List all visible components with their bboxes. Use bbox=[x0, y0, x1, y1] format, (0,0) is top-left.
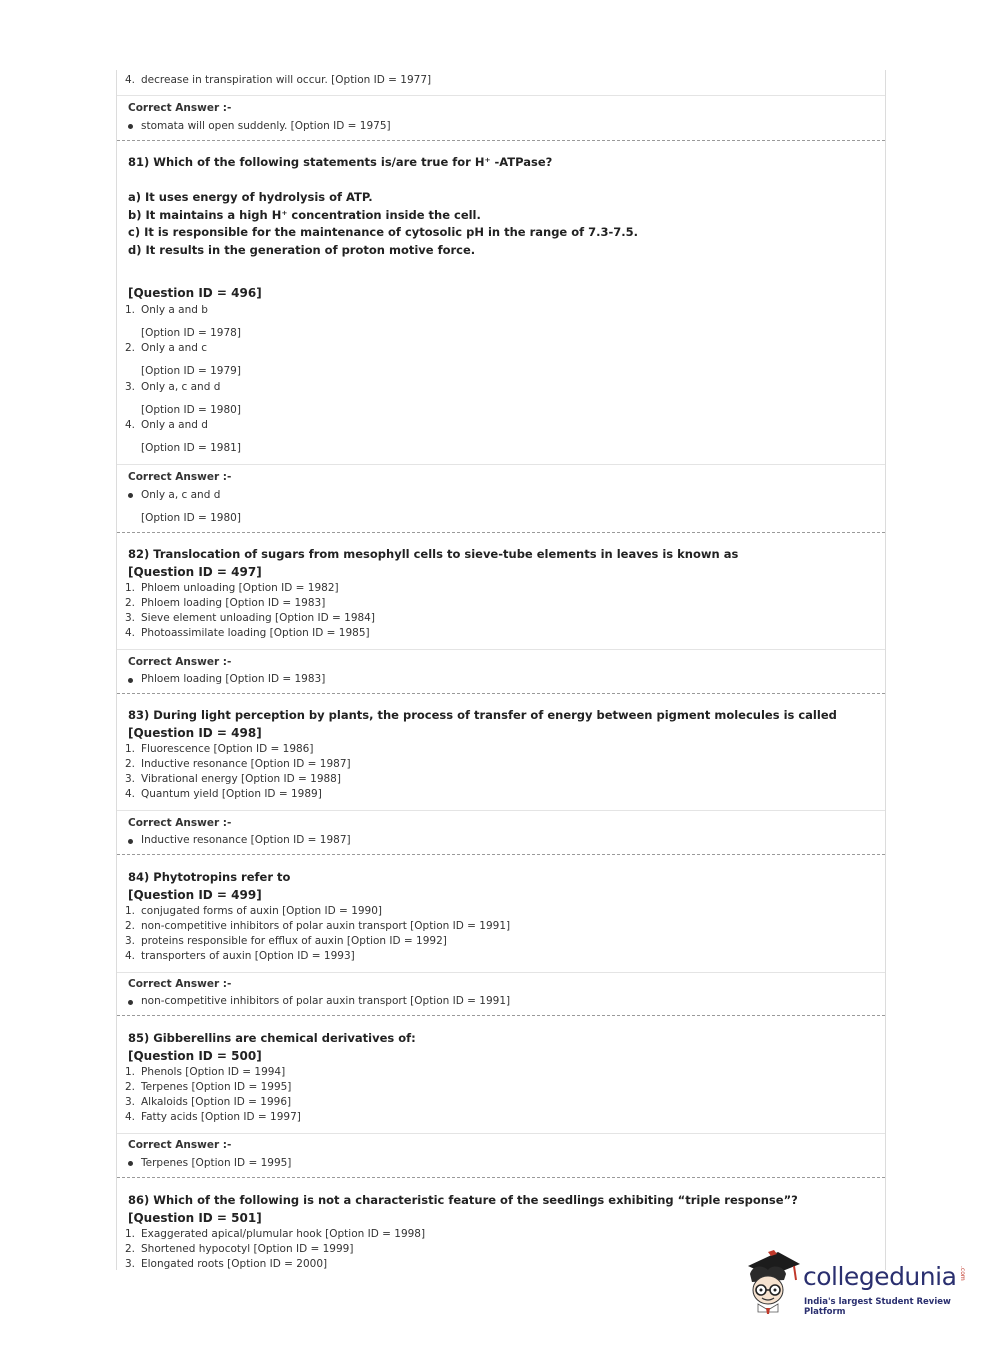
option-text: Only a, c and d bbox=[141, 381, 221, 393]
option-number: 1. bbox=[125, 743, 136, 755]
option-number: 1. bbox=[125, 582, 136, 594]
option-text: Elongated roots [Option ID = 2000] bbox=[141, 1258, 328, 1270]
option-number: 3. bbox=[125, 935, 136, 947]
correct-answer-label: Correct Answer :- bbox=[128, 656, 232, 668]
option-text: proteins responsible for efflux of auxin [Option ID = 1992] bbox=[141, 935, 447, 947]
option-text: Vibrational energy [Option ID = 1988] bbox=[141, 773, 341, 785]
option-text: Exaggerated apical/plumular hook [Option ID = 1998] bbox=[141, 1228, 426, 1240]
option-number: 3. bbox=[125, 1096, 136, 1108]
divider bbox=[117, 810, 885, 811]
option-text: Alkaloids [Option ID = 1996] bbox=[141, 1096, 292, 1108]
option-number: 4. bbox=[125, 74, 136, 86]
option-number: 3. bbox=[125, 381, 136, 393]
option-number: 1. bbox=[125, 304, 136, 316]
option-id: [Option ID = 1979] bbox=[141, 365, 241, 377]
divider bbox=[117, 95, 885, 96]
option-text: transporters of auxin [Option ID = 1993] bbox=[141, 950, 355, 962]
brand-name: collegedunia bbox=[803, 1262, 957, 1291]
brand-domain: .com bbox=[959, 1266, 966, 1281]
correct-answer-text: Only a, c and d bbox=[141, 489, 221, 501]
option-number: 1. bbox=[125, 1228, 136, 1240]
option-number: 3. bbox=[125, 612, 136, 624]
correct-answer-text: non-competitive inhibitors of polar auxin transport [Option ID = 1991] bbox=[141, 995, 511, 1007]
option-number: 2. bbox=[125, 342, 136, 354]
option-number: 4. bbox=[125, 419, 136, 431]
correct-answer-text: Phloem loading [Option ID = 1983] bbox=[141, 673, 326, 685]
question-title: 86) Which of the following is not a characteristic feature of the seedlings exhibiting “triple response”? bbox=[128, 1193, 798, 1207]
divider bbox=[117, 464, 885, 465]
option-text: Quantum yield [Option ID = 1989] bbox=[141, 788, 322, 800]
mascot-icon bbox=[744, 1250, 802, 1316]
option-id: [Option ID = 1981] bbox=[141, 442, 241, 454]
question-title: 84) Phytotropins refer to bbox=[128, 870, 291, 884]
bullet-icon bbox=[128, 1000, 133, 1005]
correct-answer-label: Correct Answer :- bbox=[128, 1139, 232, 1151]
option-text: Phloem unloading [Option ID = 1982] bbox=[141, 582, 339, 594]
bullet-icon bbox=[128, 678, 133, 683]
option-text: Shortened hypocotyl [Option ID = 1999] bbox=[141, 1243, 354, 1255]
option-text: Only a and b bbox=[141, 304, 208, 316]
question-sheet bbox=[116, 70, 886, 1270]
correct-answer-id: [Option ID = 1980] bbox=[141, 512, 241, 524]
option-number: 1. bbox=[125, 905, 136, 917]
correct-answer-text: stomata will open suddenly. [Option ID = 1975] bbox=[141, 120, 391, 132]
option-id: [Option ID = 1980] bbox=[141, 404, 241, 416]
option-number: 2. bbox=[125, 597, 136, 609]
option-text: Only a and d bbox=[141, 419, 208, 431]
correct-answer-label: Correct Answer :- bbox=[128, 102, 232, 114]
option-text: decrease in transpiration will occur. [Option ID = 1977] bbox=[141, 74, 432, 86]
question-separator bbox=[117, 140, 885, 141]
question-separator bbox=[117, 532, 885, 533]
question-title: 82) Translocation of sugars from mesophyll cells to sieve-tube elements in leaves is known as bbox=[128, 547, 739, 561]
question-separator bbox=[117, 854, 885, 855]
option-number: 4. bbox=[125, 1111, 136, 1123]
option-text: Sieve element unloading [Option ID = 1984] bbox=[141, 612, 375, 624]
option-text: Fatty acids [Option ID = 1997] bbox=[141, 1111, 301, 1123]
option-text: conjugated forms of auxin [Option ID = 1990] bbox=[141, 905, 383, 917]
statement-b: b) It maintains a high H⁺ concentration inside the cell. bbox=[128, 208, 481, 222]
option-text: Photoassimilate loading [Option ID = 1985] bbox=[141, 627, 370, 639]
statement-c: c) It is responsible for the maintenance of cytosolic pH in the range of 7.3-7.5. bbox=[128, 225, 639, 239]
option-text: Phenols [Option ID = 1994] bbox=[141, 1066, 286, 1078]
collegedunia-logo[interactable] bbox=[744, 1250, 974, 1320]
question-id: [Question ID = 496] bbox=[128, 286, 262, 300]
correct-answer-label: Correct Answer :- bbox=[128, 817, 232, 829]
bullet-icon bbox=[128, 493, 133, 498]
bullet-icon bbox=[128, 1161, 133, 1166]
correct-answer-text: Terpenes [Option ID = 1995] bbox=[141, 1157, 292, 1169]
option-number: 2. bbox=[125, 920, 136, 932]
option-text: Phloem loading [Option ID = 1983] bbox=[141, 597, 326, 609]
question-id: [Question ID = 499] bbox=[128, 888, 262, 902]
option-text: Terpenes [Option ID = 1995] bbox=[141, 1081, 292, 1093]
question-separator bbox=[117, 1177, 885, 1178]
option-number: 2. bbox=[125, 758, 136, 770]
option-number: 4. bbox=[125, 788, 136, 800]
bullet-icon bbox=[128, 124, 133, 129]
divider bbox=[117, 1133, 885, 1134]
option-text: Fluorescence [Option ID = 1986] bbox=[141, 743, 314, 755]
divider bbox=[117, 649, 885, 650]
divider bbox=[117, 972, 885, 973]
statement-a: a) It uses energy of hydrolysis of ATP. bbox=[128, 190, 373, 204]
correct-answer-label: Correct Answer :- bbox=[128, 471, 232, 483]
brand-tagline: India's largest Student Review Platform bbox=[804, 1297, 951, 1317]
option-text: Inductive resonance [Option ID = 1987] bbox=[141, 758, 351, 770]
bullet-icon bbox=[128, 839, 133, 844]
option-text: Only a and c bbox=[141, 342, 208, 354]
question-separator bbox=[117, 1015, 885, 1016]
option-id: [Option ID = 1978] bbox=[141, 327, 241, 339]
question-id: [Question ID = 500] bbox=[128, 1049, 262, 1063]
question-id: [Question ID = 501] bbox=[128, 1211, 262, 1225]
option-number: 3. bbox=[125, 773, 136, 785]
question-id: [Question ID = 498] bbox=[128, 726, 262, 740]
option-number: 2. bbox=[125, 1243, 136, 1255]
correct-answer-label: Correct Answer :- bbox=[128, 978, 232, 990]
question-title: 81) Which of the following statements is/are true for H⁺ -ATPase? bbox=[128, 155, 553, 169]
option-number: 4. bbox=[125, 627, 136, 639]
statement-d: d) It results in the generation of proton motive force. bbox=[128, 243, 476, 257]
option-number: 4. bbox=[125, 950, 136, 962]
question-title: 85) Gibberellins are chemical derivatives of: bbox=[128, 1031, 416, 1045]
correct-answer-text: Inductive resonance [Option ID = 1987] bbox=[141, 834, 351, 846]
question-title: 83) During light perception by plants, the process of transfer of energy between pigment molecules is called bbox=[128, 708, 837, 722]
option-number: 3. bbox=[125, 1258, 136, 1270]
option-number: 1. bbox=[125, 1066, 136, 1078]
option-text: non-competitive inhibitors of polar auxin transport [Option ID = 1991] bbox=[141, 920, 511, 932]
question-separator bbox=[117, 693, 885, 694]
option-number: 2. bbox=[125, 1081, 136, 1093]
question-id: [Question ID = 497] bbox=[128, 565, 262, 579]
